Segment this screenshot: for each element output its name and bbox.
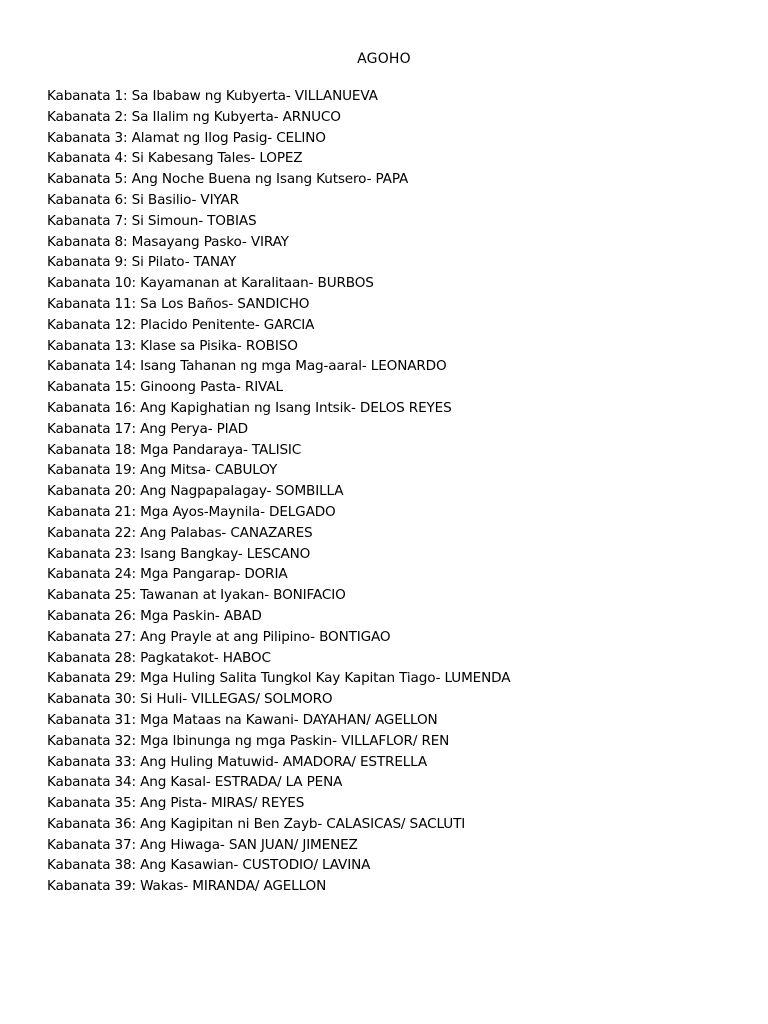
chapter-item: Kabanata 13: Klase sa Pisika- ROBISO: [47, 337, 298, 354]
chapter-item: Kabanata 39: Wakas- MIRANDA/ AGELLON: [47, 878, 327, 895]
chapter-item: Kabanata 14: Isang Tahanan ng mga Mag-aaral- LEONARDO: [47, 358, 447, 375]
chapter-item: Kabanata 10: Kayamanan at Karalitaan- BURBOS: [47, 275, 374, 292]
chapter-item: Kabanata 37: Ang Hiwaga- SAN JUAN/ JIMENEZ: [47, 836, 358, 853]
chapter-item: Kabanata 34: Ang Kasal- ESTRADA/ LA PENA: [47, 774, 343, 791]
chapter-item: Kabanata 15: Ginoong Pasta- RIVAL: [47, 379, 283, 396]
chapter-item: Kabanata 3: Alamat ng Ilog Pasig- CELINO: [47, 129, 326, 146]
chapter-item: Kabanata 6: Si Basilio- VIYAR: [47, 191, 239, 208]
chapter-item: Kabanata 29: Mga Huling Salita Tungkol Kay Kapitan Tiago- LUMENDA: [47, 670, 511, 687]
chapter-item: Kabanata 26: Mga Paskin- ABAD: [47, 607, 262, 624]
chapter-item: Kabanata 8: Masayang Pasko- VIRAY: [47, 233, 289, 250]
chapter-item: Kabanata 24: Mga Pangarap- DORIA: [47, 566, 288, 583]
chapter-item: Kabanata 9: Si Pilato- TANAY: [47, 254, 237, 271]
chapter-item: Kabanata 36: Ang Kagipitan ni Ben Zayb- CALASICAS/ SACLUTI: [47, 815, 466, 832]
chapter-item: Kabanata 18: Mga Pandaraya- TALISIC: [47, 441, 302, 458]
chapter-item: Kabanata 21: Mga Ayos-Maynila- DELGADO: [47, 503, 336, 520]
chapter-item: Kabanata 27: Ang Prayle at ang Pilipino- BONTIGAO: [47, 628, 391, 645]
chapter-item: Kabanata 30: Si Huli- VILLEGAS/ SOLMORO: [47, 691, 333, 708]
chapter-item: Kabanata 19: Ang Mitsa- CABULOY: [47, 462, 278, 479]
document-title: AGOHO: [357, 51, 411, 67]
chapter-item: Kabanata 7: Si Simoun- TOBIAS: [47, 212, 257, 229]
chapter-item: Kabanata 32: Mga Ibinunga ng mga Paskin- VILLAFLOR/ REN: [47, 732, 450, 749]
chapter-item: Kabanata 17: Ang Perya- PIAD: [47, 420, 248, 437]
chapter-item: Kabanata 2: Sa Ilalim ng Kubyerta- ARNUCO: [47, 108, 341, 125]
chapter-item: Kabanata 20: Ang Nagpapalagay- SOMBILLA: [47, 483, 344, 500]
chapter-item: Kabanata 25: Tawanan at Iyakan- BONIFACIO: [47, 587, 346, 604]
chapter-assignment-list: [47, 86, 747, 897]
chapter-item: Kabanata 38: Ang Kasawian- CUSTODIO/ LAVINA: [47, 857, 371, 874]
chapter-item: Kabanata 4: Si Kabesang Tales- LOPEZ: [47, 150, 303, 167]
chapter-item: Kabanata 35: Ang Pista- MIRAS/ REYES: [47, 795, 305, 812]
chapter-item: Kabanata 23: Isang Bangkay- LESCANO: [47, 545, 311, 562]
chapter-item: Kabanata 1: Sa Ibabaw ng Kubyerta- VILLANUEVA: [47, 88, 378, 104]
chapter-item: Kabanata 5: Ang Noche Buena ng Isang Kutsero- PAPA: [47, 171, 409, 188]
chapter-item: Kabanata 11: Sa Los Baños- SANDICHO: [47, 295, 310, 312]
chapter-item: Kabanata 28: Pagkatakot- HABOC: [47, 649, 271, 666]
chapter-item: Kabanata 16: Ang Kapighatian ng Isang Intsik- DELOS REYES: [47, 399, 452, 416]
chapter-item: Kabanata 31: Mga Mataas na Kawani- DAYAHAN/ AGELLON: [47, 711, 438, 728]
chapter-item: Kabanata 33: Ang Huling Matuwid- AMADORA/ ESTRELLA: [47, 753, 428, 770]
chapter-item: Kabanata 12: Placido Penitente- GARCIA: [47, 316, 315, 333]
chapter-item: Kabanata 22: Ang Palabas- CANAZARES: [47, 524, 313, 541]
